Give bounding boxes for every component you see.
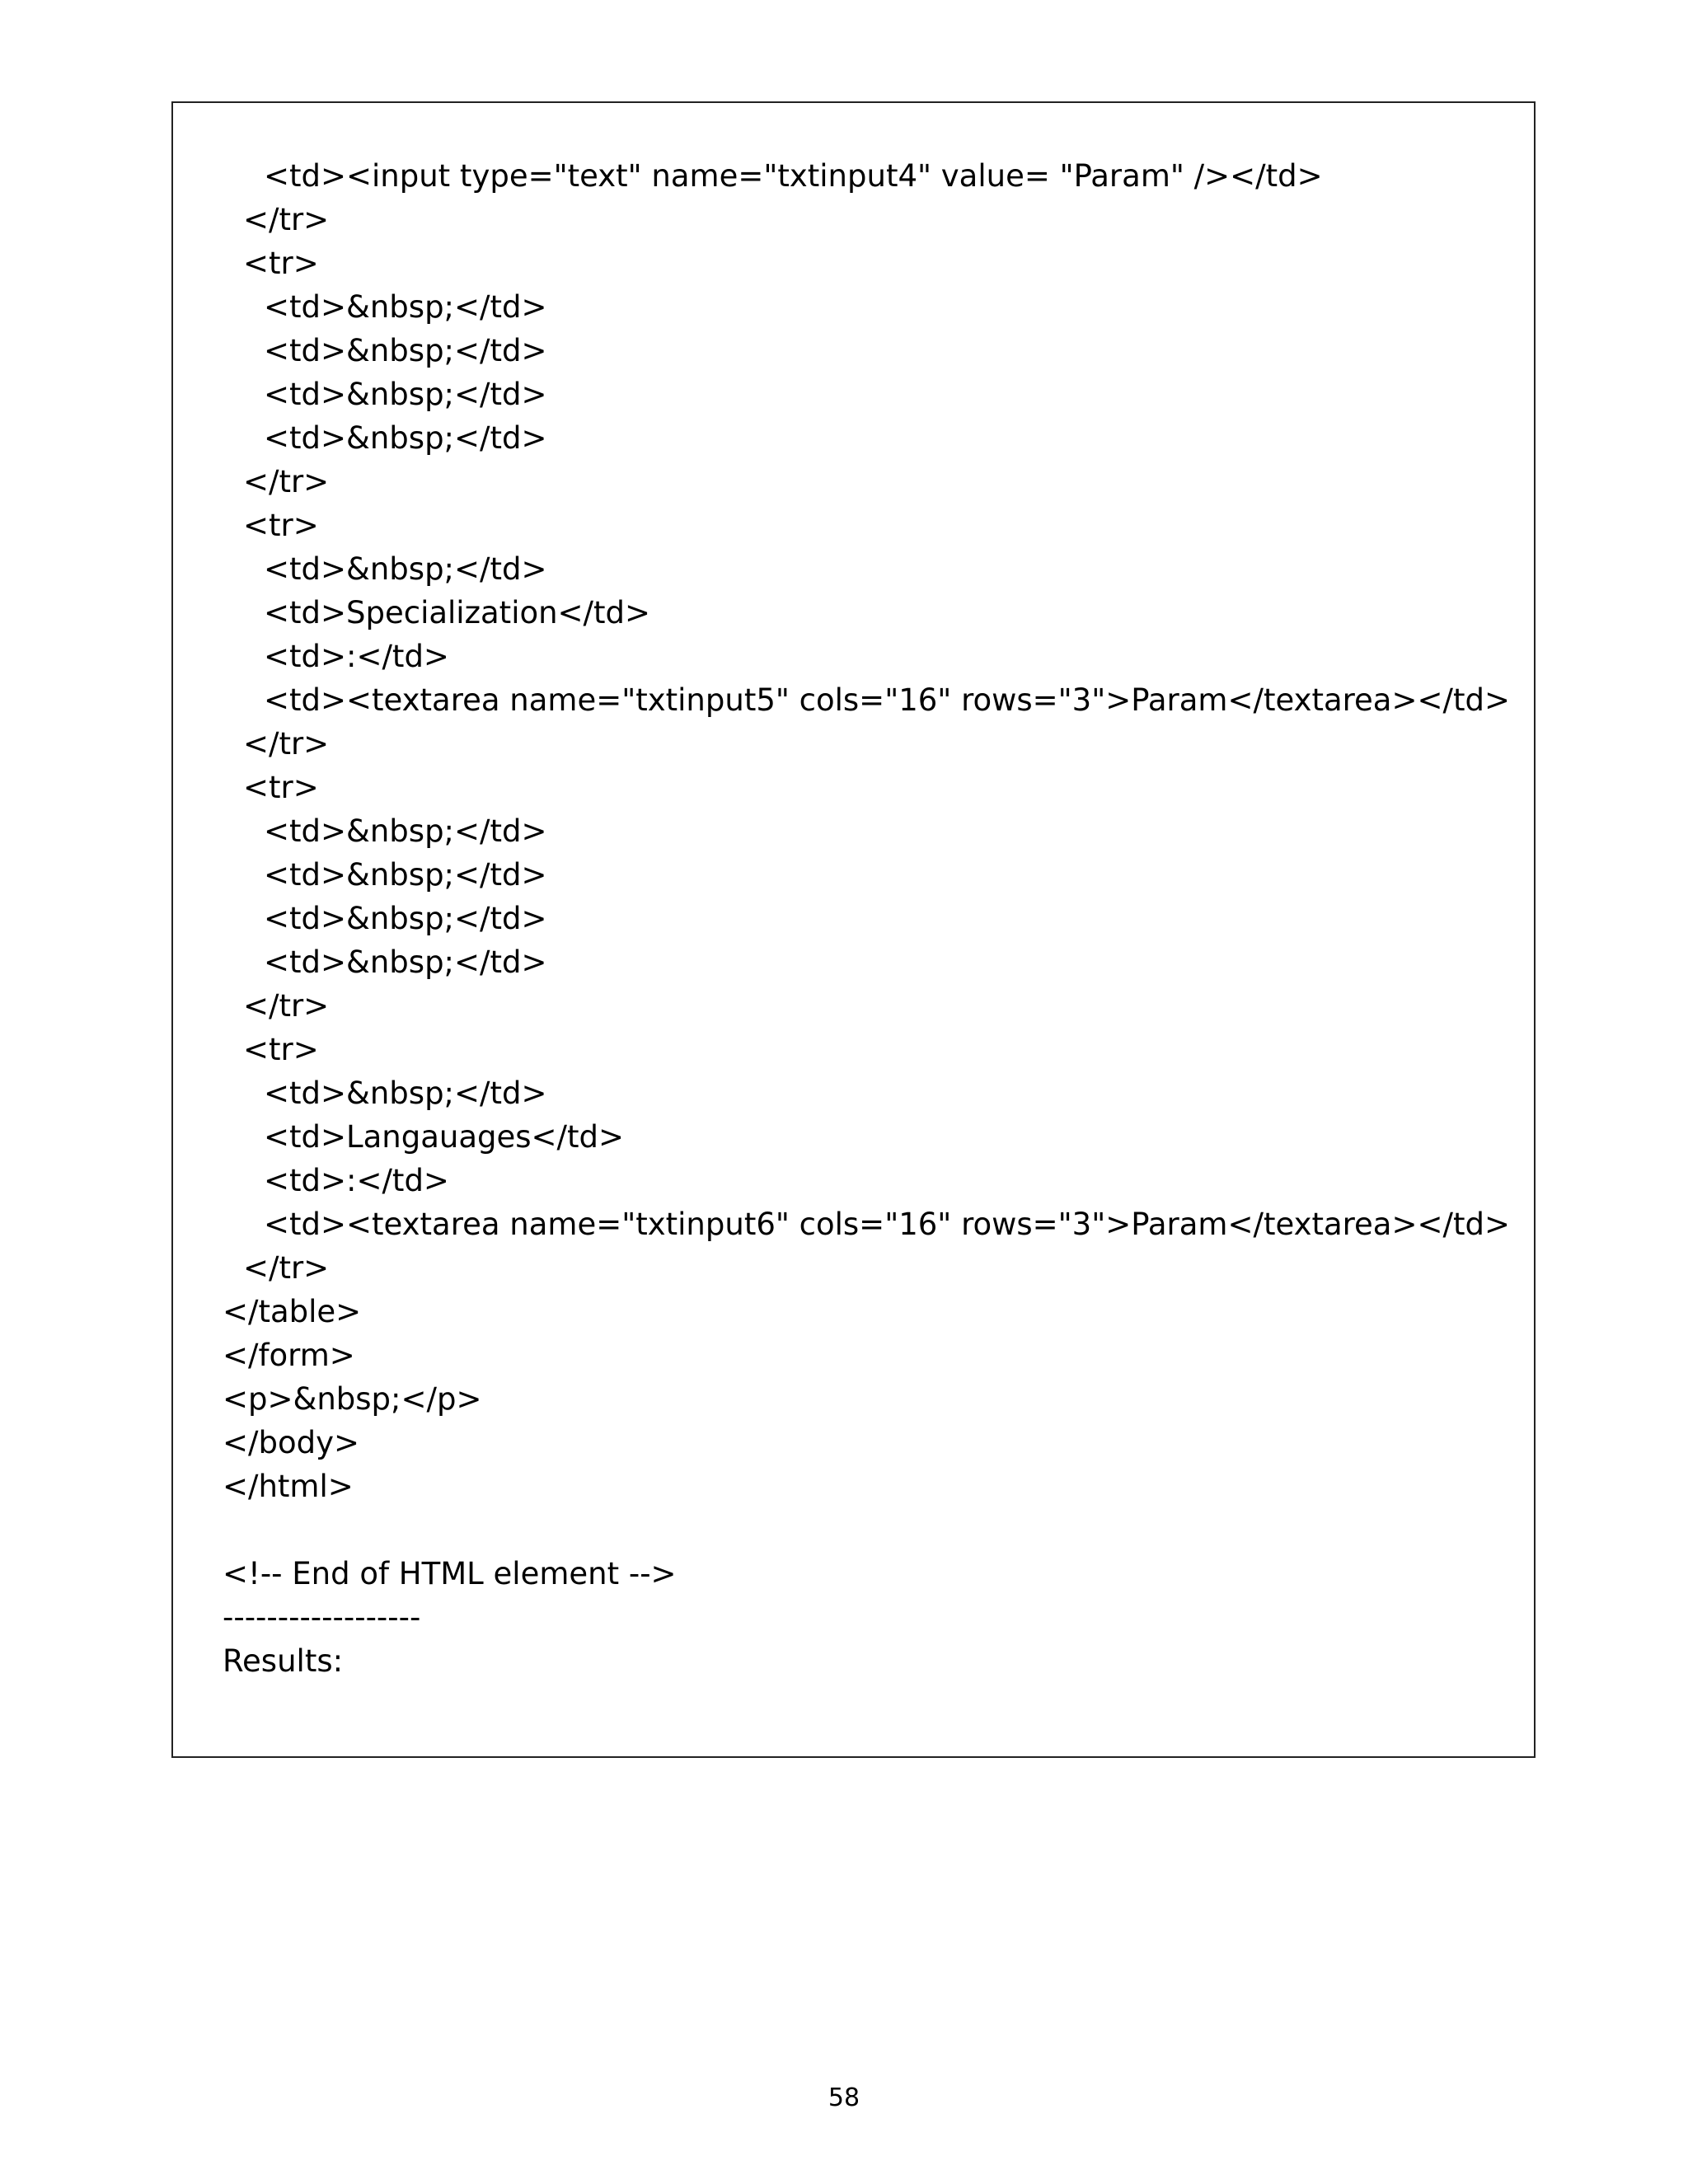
code-line: <tr> — [243, 508, 319, 543]
code-line: </tr> — [243, 202, 330, 237]
code-line: <td>Specialization</td> — [264, 595, 651, 630]
code-line: ------------------ — [223, 1600, 421, 1635]
code-line: <td>Langauages</td> — [264, 1119, 625, 1155]
code-line: <td><textarea name="txtinput5" cols="16" rows="3">Param</textarea></td> — [264, 682, 1510, 718]
code-line: <p>&nbsp;</p> — [223, 1381, 482, 1417]
code-line: <tr> — [243, 770, 319, 805]
code-line: </body> — [223, 1425, 359, 1460]
code-line: </tr> — [243, 1250, 330, 1286]
code-line: <tr> — [243, 246, 319, 281]
code-line — [173, 1508, 1534, 1552]
code-line: <td>&nbsp;</td> — [264, 1076, 547, 1111]
code-line: <td>&nbsp;</td> — [264, 944, 547, 980]
code-line: <td>&nbsp;</td> — [264, 813, 547, 849]
code-line: <td>&nbsp;</td> — [264, 420, 547, 456]
code-line: <td>&nbsp;</td> — [264, 333, 547, 368]
code-line: <td>:</td> — [264, 1163, 449, 1198]
code-line: </tr> — [243, 988, 330, 1024]
page-number: 58 — [828, 2083, 860, 2112]
code-line: </tr> — [243, 726, 330, 762]
code-lines — [173, 154, 1534, 1683]
code-line: <td>&nbsp;</td> — [264, 289, 547, 325]
code-line: <td>&nbsp;</td> — [264, 857, 547, 893]
code-line: Results: — [223, 1643, 344, 1679]
code-line: </form> — [223, 1338, 355, 1373]
code-listing-box — [171, 101, 1536, 1758]
code-line: <td>&nbsp;</td> — [264, 377, 547, 412]
code-line: <td>&nbsp;</td> — [264, 901, 547, 936]
code-line: </tr> — [243, 464, 330, 499]
code-line: </html> — [223, 1469, 354, 1504]
code-line: <td>&nbsp;</td> — [264, 551, 547, 587]
code-line: <td><textarea name="txtinput6" cols="16" rows="3">Param</textarea></td> — [264, 1207, 1510, 1242]
code-line: <!-- End of HTML element --> — [223, 1556, 677, 1591]
code-line: </table> — [223, 1294, 362, 1329]
code-line: <td><input type="text" name="txtinput4" value= "Param" /></td> — [264, 158, 1323, 194]
code-line: <td>:</td> — [264, 639, 449, 674]
code-line: <tr> — [243, 1032, 319, 1067]
